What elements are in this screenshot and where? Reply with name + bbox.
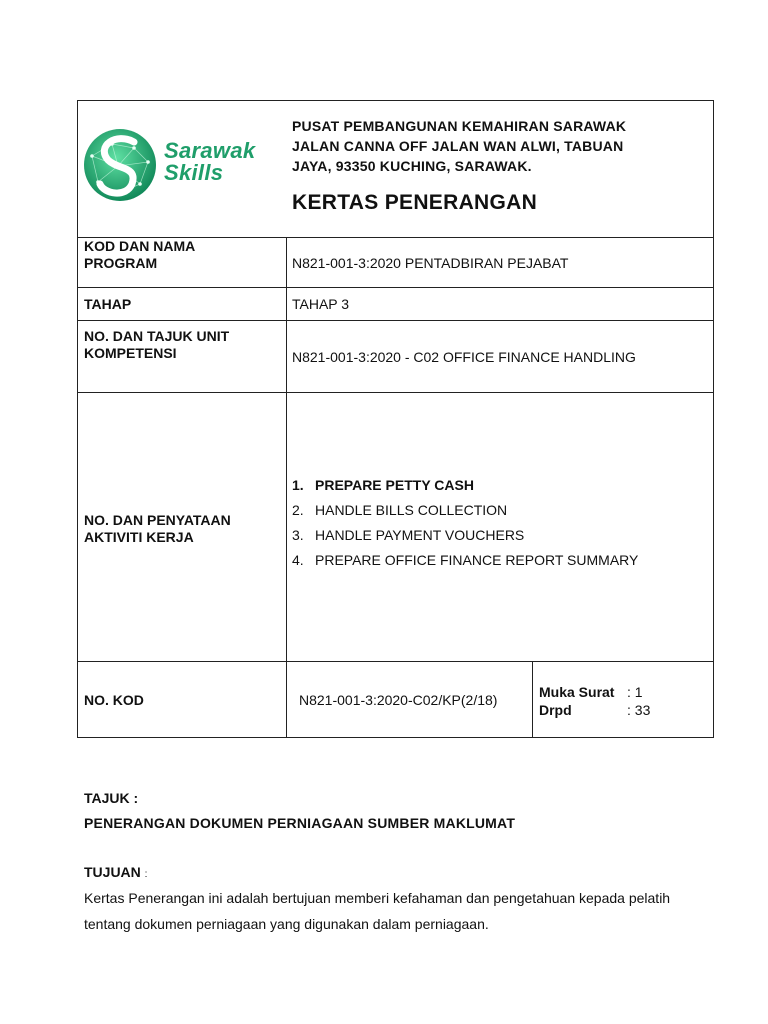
unit-label-line1: NO. DAN TAJUK UNIT bbox=[84, 328, 230, 344]
drpd-value: : 33 bbox=[627, 702, 651, 718]
list-item-text: PREPARE OFFICE FINANCE REPORT SUMMARY bbox=[315, 552, 639, 568]
tahap-value: TAHAP 3 bbox=[292, 296, 350, 312]
unit-label-line2: KOMPETENSI bbox=[84, 345, 177, 361]
tujuan-label: TUJUAN bbox=[84, 864, 141, 880]
tajuk-value: PENERANGAN DOKUMEN PERNIAGAAN SUMBER MAKLUMAT bbox=[84, 815, 516, 831]
address-line: PUSAT PEMBANGUNAN KEMAHIRAN SARAWAK bbox=[292, 118, 627, 134]
unit-value: N821-001-3:2020 - C02 OFFICE FINANCE HANDLING bbox=[292, 349, 636, 365]
address-line: JAYA, 93350 KUCHING, SARAWAK. bbox=[292, 158, 532, 174]
list-item-text: PREPARE PETTY CASH bbox=[315, 477, 474, 493]
table-divider bbox=[77, 392, 714, 393]
list-item bbox=[292, 551, 638, 576]
logo-text-line2: Skills bbox=[164, 160, 224, 185]
list-item-number: 2. bbox=[292, 502, 304, 518]
page-number-block bbox=[539, 683, 650, 719]
activities-label-line1: NO. DAN PENYATAAN bbox=[84, 512, 231, 528]
document-title: KERTAS PENERANGAN bbox=[292, 191, 538, 214]
list-item-number: 1. bbox=[292, 477, 304, 493]
table-column-divider bbox=[532, 661, 533, 738]
program-label bbox=[84, 238, 195, 272]
logo-wordmark bbox=[164, 140, 255, 184]
kod-label: NO. KOD bbox=[84, 692, 144, 708]
list-item bbox=[292, 476, 638, 501]
list-item-text: HANDLE BILLS COLLECTION bbox=[315, 502, 508, 518]
drpd-label: Drpd bbox=[539, 702, 572, 718]
drpd-row bbox=[539, 701, 650, 719]
muka-surat-value: : 1 bbox=[627, 684, 643, 700]
activities-list bbox=[292, 476, 638, 576]
list-item-number: 4. bbox=[292, 552, 304, 568]
table-divider bbox=[77, 287, 714, 288]
institution-address bbox=[292, 116, 692, 176]
program-label-line2: PROGRAM bbox=[84, 255, 158, 271]
tahap-label: TAHAP bbox=[84, 296, 132, 312]
list-item bbox=[292, 526, 638, 551]
tujuan-paragraph: Kertas Penerangan ini adalah bertujuan memberi kefahaman dan pengetahuan kepada pelatih tentang dokumen perniagaan yang digunakan dalam perniagaan. bbox=[84, 890, 671, 932]
tujuan-heading bbox=[84, 864, 147, 880]
list-item-number: 3. bbox=[292, 527, 304, 543]
table-divider bbox=[77, 320, 714, 321]
activities-label-line2: AKTIVITI KERJA bbox=[84, 529, 194, 545]
address-line: JALAN CANNA OFF JALAN WAN ALWI, TABUAN bbox=[292, 138, 624, 154]
table-divider bbox=[77, 661, 714, 662]
unit-label bbox=[84, 328, 229, 362]
program-label-line1: KOD DAN NAMA bbox=[84, 238, 196, 254]
muka-surat-label: Muka Surat bbox=[539, 684, 615, 700]
tajuk-label: TAJUK : bbox=[84, 790, 139, 806]
activities-label bbox=[84, 512, 231, 546]
table-column-divider bbox=[286, 237, 287, 738]
list-item bbox=[292, 501, 638, 526]
program-value: N821-001-3:2020 PENTADBIRAN PEJABAT bbox=[292, 255, 569, 271]
muka-surat-row bbox=[539, 683, 650, 701]
kod-value: N821-001-3:2020-C02/KP(2/18) bbox=[299, 692, 498, 708]
tujuan-colon: : bbox=[144, 869, 148, 880]
list-item-text: HANDLE PAYMENT VOUCHERS bbox=[315, 527, 525, 543]
logo-text-line1: Sarawak bbox=[164, 138, 256, 163]
